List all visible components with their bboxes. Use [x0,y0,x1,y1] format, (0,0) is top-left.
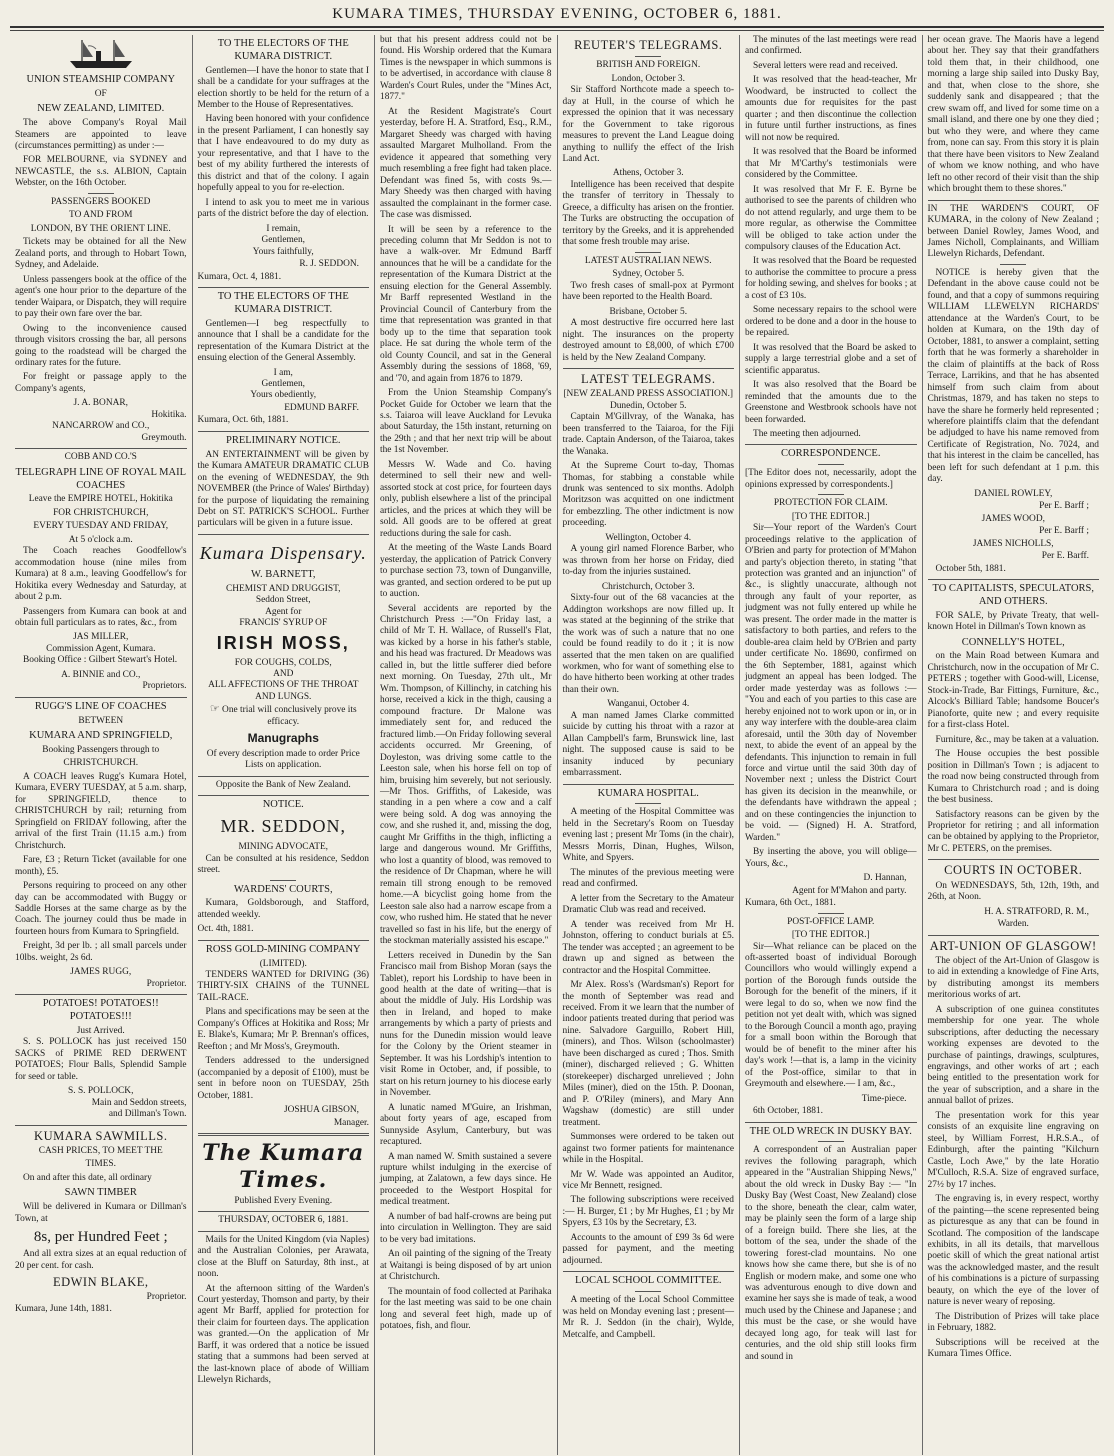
wardens-date: Oct. 4th, 1881. [197,924,254,935]
to-editor: [TO THE EDITOR.] [791,511,870,522]
elec1-sig: R. J. SEDDON. [299,259,359,270]
protection-title: PROTECTION FOR CLAIM. [773,498,888,509]
sawmills-price: 8s, per Hundred Feet ; [33,1228,168,1245]
prelim-text: AN ENTERTAINMENT will be given by the Kumara AMATEUR DRAMATIC CLUB on the evening of WEDNESDAY, the 9th NOVEMBER (the Prince of Wales' Birthday) for the purpose of liquidating the remaining Debt on ST. PATRICK'S SCHOOL. Further particulars will be given in a future issue. [197,449,369,529]
news-paragraph: The mountain of food collected at Parihaka for the last meeting was said to be one chain long and several feet high, made up of potatoes, fish, and flour. [380,1286,552,1332]
letter-text: By inserting the above, you will oblige—Yours, &c., [745,847,917,869]
notice-sig: JAMES NICHOLLS, [972,538,1054,549]
rugg-sig-role: Proprietor. [146,978,187,989]
masthead: KUMARA TIMES, THURSDAY EVENING, OCTOBER 6, 1881. [10,6,1104,28]
irish-moss: IRISH MOSS, [216,632,350,653]
australian-news-head: LATEST AUSTRALIAN NEWS. [584,255,712,266]
courts-title: COURTS IN OCTOBER. [944,863,1083,878]
school-text: Several letters were read and received. [753,60,898,71]
warden-court-text: At the afternoon sitting of the Warden's Court yesterday, Thomson and party, by their agent Mr Barff, applied for protection for their claim for fourteen days. The application was granted.—On the application of Mr Barff, it was ordered that a notice be issued stating that a summons had been served at the last-known place of abode of William Llewelyn Richards, [197,1283,369,1386]
reuters-title: REUTER'S TELEGRAMS. [574,38,723,52]
masthead-rule [10,30,1104,31]
art-union-text: The engraving is, in every respect, worthy of the painting—the scene represented being as picturesque as any that can be found in Scotland. The composition of the landscape exhibits, in all its details, that marvellous poetic skill of which the great national artist was the acknowledged master, and the result of his combinations is a picture of surpassing beauty, on which the eye of the lover of nature is never weary of reposing. [927,1194,1099,1308]
hospital-title: KUMARA HOSPITAL. [597,787,699,799]
ross-title: ROSS GOLD-MINING COMPANY [205,943,361,955]
news-paragraph: A man named W. Smith sustained a severe rupture whilst indulging in the exercise of jumping, at Zalatown, a few days since. He proceeded to the Westport Hospital for medical treatment. [380,1151,552,1208]
cobb-days: EVERY TUESDAY AND FRIDAY, [33,521,169,532]
art-union-text: A subscription of one guinea constitutes membership for one year. The whole subscriptions, after deducting the necessary working expenses are devoted to the purchase of paintings, drawings, sculptures, engravings, and other works of art ; each being entitled to the presentation work for the year of subscription, and a share in the annual ballot of prizes. [927,1004,1099,1107]
column-2 [193,35,376,1455]
elec1-remain: I remain, [266,223,301,234]
passengers-line: LONDON, BY THE ORIENT LINE. [30,223,171,234]
courts-text: On WEDNESDAYS, 5th, 12th, 19th, and 26th, at Noon. [927,880,1099,903]
art-union-title: ART-UNION OF GLASGOW! [929,938,1097,953]
potatoes-sig: S. S. POLLOCK, [68,1086,134,1097]
potatoes-addr: and Dillman's Town. [108,1109,187,1120]
column-6 [923,35,1105,1455]
cobb-office: Booking Office : Gilbert Stewart's Hotel. [23,655,178,666]
dispensary-title: Kumara Dispensary. [199,542,367,563]
sawmills-sub: CASH PRICES, TO MEET THE [38,1145,163,1156]
union-of: OF [94,88,107,99]
elec2-iam: I am, [273,367,293,378]
divider [928,579,1100,580]
cobb-props: A. BINNIE and CO., [61,669,141,680]
sawmills-text: On and after this date, all ordinary [23,1172,152,1183]
rugg-between: BETWEEN [78,715,124,726]
seddon-role: MINING ADVOCATE, [238,842,329,853]
ross-text: TENDERS WANTED for DRIVING (36) THIRTY-SIX CHAINS of the TUNNEL TAIL-RACE. [197,969,369,1003]
divider [198,1211,370,1212]
dateline: Wanganui, October 4. [607,699,690,710]
courts-sig: H. A. STRATFORD, R. M., [984,906,1089,917]
dispensary-trial: One trial will conclusively prove its efficacy. [222,705,357,727]
letter-sig-role: Agent for M'Mahon and party. [792,885,907,896]
divider [818,913,844,914]
sawmills-sub: TIMES. [85,1159,116,1170]
cobb-for: FOR CHRISTCHURCH, [53,507,149,518]
cobb-text: The Coach reaches Goodfellow's accommodation house (nine miles from Kumara) at 8 a.m., leaving Goodfellow's for Hokitika every Wednesday and Saturday, at about 2 p.m. [15,546,187,603]
cobb-agent: JAS MILLER, [73,632,129,643]
elec2-date: Kumara, Oct. 6th, 1881. [197,415,289,426]
telegram-text: A man named James Clarke committed suicide by cutting his throat with a razor at Allan Campbell's farm, Brunswick line, last night. The supposed cause is said to be insanity induced by pecuniary embarrassment. [562,710,734,779]
telegram-text: Two fresh cases of small-pox at Pyrmont have been reported to the Health Board. [562,280,734,303]
news-paragraph: but that his present address could not be found. His Worship ordered that the Kumara Times is the newspaper in which summons is to be advertised, in accordance with clause 8 Warden's Court Rules, under the "Mines Act, 1877." [380,35,552,103]
tickets-text: For freight or passage apply to the Company's agents, [15,372,187,394]
press-association: [NEW ZEALAND PRESS ASSOCIATION.] [563,389,734,400]
notice-sig-per: Per E. Barff. [1041,551,1089,562]
news-paragraph: Messrs W. Wade and Co. having determined to sell their new and well-assorted stock at cost price, for fourteen days only, publish elsewhere a list of the principal articles, and the prices at which they will be sold. All goods are to be offered at great reductions during the sale for cash. [380,459,552,539]
news-paragraph: An oil painting of the signing of the Treaty at Waitangi is being disposed of by art union at Christchurch. [380,1249,552,1283]
divider [15,697,187,698]
divider [563,368,735,369]
notice-sig-per: Per E. Barff ; [1039,501,1089,512]
telegram-text: Intelligence has been received that despite the transfer of territory in Thessaly to Greece, a difficulty has arisen on the frontier. The Turks are obstructing the occupation of territory by the Greeks, and it is apprehended that some fresh trouble may arise. [562,179,734,248]
dispensary-all: ALL AFFECTIONS OF THE THROAT AND LUNGS. [208,680,359,702]
wreck-text: her ocean grave. The Maoris have a legend about her. They say that their grandfathers told them that, in their childhood, one morning a large ship sailed into Dusky Bay, and that, when close to the shore, she suddenly sank and disappeared ; that the crew swam off, and lived for some time on a small island, and there one by one they died ; but who they were, and where they came from, none can say. From this story it is plain that there have been visitors to New Zealand of whom we know nothing, and who have left no other record of their visit than the ship which brought them to these shores." [927,35,1099,195]
elec1-text: I intend to ask you to meet me in various parts of the district before the day of election. [197,197,369,220]
cobb-props-role: Proprietors. [142,681,187,692]
tickets-text: Unless passengers book at the office of the agent's one hour prior to the departure of the tender Waipara, or Dispatch, they will require to pay their own fare over the bar. [15,274,187,320]
elec1-yours: Yours faithfully, [252,246,314,257]
cobb-head: COBB AND CO.'S [64,452,137,463]
hospital-text: Accounts to the amount of £99 3s 6d were passed for payment, and the meeting adjourned. [562,1232,734,1266]
wreck-title: THE OLD WRECK IN DUSKY BAY. [749,1125,912,1137]
hospital-text: Mr Alex. Ross's (Wardsman's) Report for the month of September was read and received. From it we learn that the number of indoor patients treated during that period was nine. Salvadore Garguillo, Robert Hill, (miners), and Thos. Wilson (schoolmaster) have been discharged as cured ; Thos. Smith (miner), discharged relieved ; G. Whitten (storekeeper) discharged unrelieved ; John Miles (miner), died on the 15th. P. Doonan, and P. O'Riley (miners), and Mary Ann Wagshaw (domestic) are still under treatment. [562,980,734,1128]
news-paragraph: Several accidents are reported by the Christchurch Press :—"On Friday last, a child of Mr T. H. Wallace, of Russell's Flat, was kicked by a horse in his father's stable, and his head was fractured. Dr Meadows was called in, but the little sufferer died before next morning. On Tuesday, 27th ult., Mr Wm. Thompson, of Killinchy, in catching his horse, received a kick in the thigh, causing a compound fracture. Dr Malone was immediately sent for, and reduced the fractured limb.—On Friday following several accidents occurred. Mr Greening, of Doyleston, was driving some cattle to the Leeston sale, when his horse fell on top of him, bruising him severely, but not seriously.—Mr Thos. Griffiths, of Lakeside, was standing in a pen where a cow and a calf were being sold. A dog was annoying the cow, and she rushed it, and, missing the dog, caught Mr Griffiths in the thigh, inflicting a large and dangerous wound. Mr Griffiths, who lost a quantity of blood, was removed to the residence of Dr Chapman, where he will remain till strong enough to be removed home.—A bicyclist going home from the Leeston sale also had a narrow escape from a cow, who rushed him. He stated that he never travelled so fast in his life, but the energy of the stockman materially assisted his escape." [380,603,552,947]
letter-sig: D. Hannan, [863,873,907,884]
school-text: The meeting then adjourned. [753,429,861,439]
dispensary-opposite: Opposite the Bank of New Zealand. [215,779,351,790]
letter-text: Sir—What reliance can be placed on the oft-asserted boast of individual Borough Councillors who would willingly expend a portion of the Borough funds outside the Borough for the benefit of the miners, if it were legal to do so, when we now find the petition not yet dealt with, which was signed to the Borough Council a month ago, praying for a small boon within the Borough that would be of benefit to the miner after his day's work !—that is, a lamp in the vicinity of the Post-office, similar to that in Greymouth and elsewhere.— I am, &c., [745,941,917,1090]
telegram-text: Captain M'Gillvray, of the Wanaka, has been transferred to the Taiaroa, for the Fiji trade. Captain Anderson, of the Taiaroa, takes the Wanaka. [562,412,734,457]
rugg-title: RUGG'S LINE OF COACHES [34,700,167,712]
divider [198,940,370,941]
divider [198,1133,370,1136]
rugg-route: KUMARA AND SPRINGFIELD, [29,730,173,742]
ross-text: Tenders addressed to the undersigned (accompanied by a deposit of £100), must be sent in before noon on TUESDAY, 25th October, 1881. [197,1056,369,1101]
school-text: A meeting of the Local School Committee was held on Monday evening last ; present—Mr R. J. Seddon (in the chair), Wylde, Metcalfe, and Campbell. [562,1295,734,1340]
news-paragraph: A lunatic named M'Guire, an Irishman, about forty years of age, escaped from Sunnyside Asylum, Canterbury, but was recaptured. [380,1102,552,1148]
divider [635,252,661,253]
rugg-dest: CHRISTCHURCH. [63,758,139,769]
news-paragraph: A number of bad half-crowns are being put into circulation in Wellington. They are said to be very bad imitations. [380,1211,552,1245]
dispensary-role: CHEMIST AND DRUGGIST, [225,583,341,594]
hotel-name: CONNELLY'S HOTEL, [961,636,1065,648]
hospital-text: A tender was received from Mr H. Johnston, offering to conduct burials at £5. The tender was accepted ; an agreement to be drawn up and signed as between the contractor and the Hospital Committee. [562,919,734,976]
cobb-text: Passengers from Kumara can book at and obtain full particulars as to rates, &c., from [15,606,187,628]
art-union-text: The presentation work for this year consists of an exquisite line engraving on steel, by William Forrest, H.R.S.A., of Edinburgh, after the painting "Kilchurn Castle, Loch Awe," by the late Horatio M'Culloch, R.S.A. Size of engraved surface, 27½ by 17 inches. [927,1110,1099,1190]
dispensary-street: Seddon Street, [255,595,311,606]
elec2-yours: Yours obediently, [250,390,317,401]
divider [745,1122,917,1123]
school-title: LOCAL SCHOOL COMMITTEE. [574,1275,722,1287]
art-union-text: Subscriptions will be received at the Kumara Times Office. [927,1337,1099,1360]
divider [1000,264,1026,265]
union-sub: NEW ZEALAND, LIMITED. [37,103,165,115]
paper-published: Published Every Evening. [234,1195,333,1206]
seddon-name: MR. SEDDON, [220,816,346,837]
telegram-text: A young girl named Florence Barber, who was thrown from her horse on Friday, died to-day from the injuries sustained. [562,544,734,578]
potatoes-text: S. S. POLLOCK has just received 150 SACKS of PRIME RED DERWENT POTATOES; Flour Balls, Splendid Sample for seed or table. [15,1037,187,1082]
dispensary-agent: Agent for [265,606,302,617]
dispensary-for: FOR COUGHS, COLDS, [234,657,332,668]
mails-text: Mails for the United Kingdom (via Naples) and the Australian Colonies, per Arawata, close at the Bluff on Saturday, 8th inst., at noon. [197,1234,369,1280]
hospital-text: A letter from the Secretary to the Amateur Dramatic Club was read and received. [562,893,734,916]
elec2-text: Gentlemen—I beg respectfully to announce that I shall be a candidate for the representation of the Kumara District at the ensuing election of the General Assembly. [197,318,369,364]
capitalists-text: Furniture, &c., may be taken at a valuation. [935,734,1099,745]
news-paragraph: At the meeting of the Waste Lands Board yesterday, the application of Patrick Convery to purchase section 73, town of Dunganville, was granted, and section ordered to be put up to auction. [380,543,552,600]
elec1-gent: Gentlemen, [261,235,305,246]
elec1-text: Gentlemen—I have the honor to state that I shall be a candidate for your suffrages at the election shortly to be held for the return of a Member to the House of Representatives. [197,65,369,110]
sawmills-sig-role: Proprietor. [146,1292,187,1303]
wardens-text: Kumara, Goldsborough, and Stafford, attended weekly. [197,898,369,920]
school-text: It was resolved that the Board be requested to authorise the committee to procure a press for holding sewing, and shelves for books ; at a cost of £3 10s. [745,256,917,301]
divider [270,880,296,881]
hospital-text: The minutes of the previous meeting were read and confirmed. [562,867,734,890]
column-5 [740,35,923,1455]
cobb-leave: Leave the EMPIRE HOTEL, Hokitika [28,494,173,505]
rugg-booking: Booking Passengers through to [42,744,160,755]
art-union-text: The object of the Art-Union of Glasgow is to aid in extending a knowledge of Fine Arts, by distributing amongst its members meritorious works of art. [927,955,1099,1001]
divider [563,1271,735,1272]
dispensary-trial-line [198,703,370,728]
column-1 [10,35,193,1455]
warden-court-notice: IN THE WARDEN'S COURT, OF KUMARA, in the colony of New Zealand ; between Daniel Rowley, James Wood, and James Nicholl, Complainants, and William Llewelyn Richards, Defendant. [927,203,1099,260]
seddon-text: Can be consulted at his residence, Seddon street. [197,853,369,876]
column-3 [375,35,558,1455]
elec1-title: TO THE ELECTORS OF THE KUMARA DISTRICT. [217,38,349,62]
divider [928,935,1100,936]
notice-title: NOTICE. [262,799,304,811]
paper-date: THURSDAY, OCTOBER 6, 1881. [218,1215,349,1226]
capitalists-text: on the Main Road between Kumara and Christchurch, now in the occupation of Mr C. PETERS ; together with Good-will, License, Stock-in-Trade, Bar Fittings, Furniture, &c., Alcock's Billiard Table; handsome Boucer's Pianoforte, quite new ; and every requisite for a first-class Hotel. [927,651,1099,731]
potatoes-head: POTATOES! POTATOES!! POTATOES!!! [42,998,159,1023]
sawmills-title: KUMARA SAWMILLS. [34,1128,168,1143]
dateline: Dunedin, October 5. [609,400,687,411]
lamp-title: POST-OFFICE LAMP. [787,916,875,927]
paper-title: The Kumara Times. [202,1140,365,1193]
rugg-text: Persons requiring to proceed on any other day can be accommodated with Buggy or Saddle Horses at the same charge as by the Coach. The journey could thus be made in fourteen hours from Kumara to Springfield. [15,881,187,937]
tickets-text: Tickets may be obtained for all the New Zealand ports, and through to Hobart Town, Sydney, and Adelaide. [15,237,187,271]
capitalists-text: FOR SALE, by Private Treaty, that well-known Hotel in Dillman's Town known as [927,610,1099,633]
ross-text: Plans and specifications may be seen at the Company's Offices at Hokitika and Ross; Mr E. Blake's, Kumara; Mr P. Brennan's offices, Reefton ; and Mr Moss's, Greymouth. [197,1007,369,1052]
elec2-sig: EDMUND BARFF. [284,402,359,413]
divider [818,494,844,495]
dateline: Athens, October 3. [612,168,684,179]
hospital-text: The following subscriptions were received :— H. Burger, £1 ; by Mr Hughes, £1 ; by Mr Spyers, £3 10s by the Secretary, £3. [562,1195,734,1229]
rugg-text: Fare, £3 ; Return Ticket (available for one month), £5. [15,855,187,877]
telegram-text: Sir Stafford Northcote made a speech to-day at Hull, in the course of which he expressed the opinion that it was necessary for the Government to take rigorous measures to prevent the Land League doing anything to nullify the effect of the Irish Land Act. [562,85,734,164]
letter-date: Kumara, 6th Oct., 1881. [745,898,836,909]
cobb-title: TELEGRAPH LINE OF ROYAL MAIL COACHES [15,466,187,491]
potatoes-just: Just Arrived. [76,1025,125,1036]
union-title: UNION STEAMSHIP COMPANY [26,74,176,85]
agent-name: J. A. BONAR, [73,398,128,409]
elec2-gent: Gentlemen, [261,378,305,389]
hospital-text: A meeting of the Hospital Committee was held in the Secretary's Room on Tuesday evening last ; present Mr Toms (in the chair), Messrs Morris, Dinan, Hughes, Wilson, White, and Spyers. [562,807,734,864]
warden-court-notice: NOTICE is hereby given that the Defendant in the above cause could not be found, and that a copy of summons requiring WILLIAM LLEWELYN RICHARDS' attendance at the Warden's Court, to be holden at Kumara, on the 19th day of October, 1881, to answer a complaint, setting forth that he was formerly a shareholder in the claim of plaintiffs at the back of Ross Terrace, Larrikins, and that he has absented himself from such claim from about Christmas, 1879, and has taken no steps to have the share he formerly held represented ; wherefore plaintiffs claim that the defendant be adjudged to have his name removed from Certificate of Registration, No. 7024, and that his interest in the claim be cancelled, has been left for such defendant at 1 p.m. this day. [927,267,1099,485]
telegram-text: A most destructive fire occurred here last night. The insurances on the property destroyed amount to £8,000, of which £700 is held by the New Zealand Company. [562,318,734,363]
divider [198,776,370,777]
elec1-date: Kumara, Oct. 4, 1881. [197,271,282,282]
dispensary-and: AND [273,668,294,679]
british-foreign-head: BRITISH AND FOREIGN. [596,60,701,71]
letter-date: 6th October, 1881. [753,1106,823,1117]
school-text: Some necessary repairs to the school were ordered to be done and a door in the house to be repaired. [745,305,917,339]
editor-note: [The Editor does not, necessarily, adopt the opinions expressed by correspondents.] [745,468,917,490]
rugg-sig: JAMES RUGG, [70,967,132,978]
manugraphs: Manugraphs [247,731,319,746]
notice-sig: DANIEL ROWLEY, [974,488,1053,499]
notice-date: October 5th, 1881. [935,563,1006,574]
divider [745,444,917,445]
potatoes-addr: Main and Seddon streets, [91,1097,187,1108]
ross-sig: JOSHUA GIBSON, [283,1105,359,1116]
tickets-text: Owing to the inconvenience caused through visitors crossing the bar, all persons going to the roadstead will be charged the ordinary rates for the future. [15,323,187,368]
cobb-time: At 5 o'clock a.m. [68,534,133,545]
letter-sig: Time-piece. [861,1093,907,1104]
dateline: Brisbane, October 5. [609,306,688,317]
correspondence-title: CORRESPONDENCE. [781,448,881,460]
rugg-text: A COACH leaves Rugg's Kumara Hotel, Kumara, EVERY TUESDAY, at 5 a.m. sharp, for SPRINGFIELD, thence to CHRISTCHURCH by rail; returning from Springfield on FRIDAY following, after the arrival of the first Train (11.15 a.m.) from Christchurch. [15,771,187,851]
dateline: Christchurch, October 3. [601,581,695,592]
steamship-icon [66,37,136,71]
elec1-text: Having been honored with your confidence in the present Parliament, I can honestly say that I have endeavoured to do my duty as your representative, and that I have to the best of my ability furthered the interests of this district and that of the colony. I again hopefully appeal to you for re-election. [197,114,369,194]
school-text: It was also resolved that the Board be reminded that the amounts due to the Greenstone and Westbrook schools have not been forwarded. [745,380,917,425]
divider [563,784,735,785]
sawmills-date: Kumara, June 14th, 1881. [15,1303,112,1314]
dateline: Wellington, October 4. [605,532,692,543]
to-editor: [TO THE EDITOR.] [791,930,870,941]
news-paragraph: At the Resident Magistrate's Court yesterday, before H. A. Stratford, Esq., R.M., Margaret Sheedy was charged with having assaulted Margaret Mulholland. From the evidence it appeared that something very much resembling a free fight had taken place. Defendant was fined 5s, with costs 9s.—Mary Sheedy was then charged with having assaulted the complainant in the former case. The case was dismissed. [380,106,552,221]
pointing-hand-icon: ☞ [209,703,220,716]
divider [818,464,844,465]
dateline: London, October 3. [611,73,685,84]
agent-name: NANCARROW and CO., [52,421,150,432]
divider [635,1291,661,1292]
rugg-text: Freight, 3d per lb. ; all small parcels under 10lbs. weight, 2s 6d. [15,941,187,963]
news-paragraph: It will be seen by a reference to the preceding column that Mr Seddon is not to have a walk-over. Mr Edmund Barff announces that he will be a candidate for the representation of the Kumara District at the ensuing election for the General Assembly. Mr Barff represented Westland in the Provincial Council of Canterbury from the time that representation was granted in that body up to the time that separation took place. He sat during the whole term of the old County Council, and sat in the General Assembly during the sessions of 1868, '69, and '70, and again from 1876 to 1879. [380,224,552,384]
wardens-title: WARDENS' COURTS, [233,883,333,895]
union-text: FOR MELBOURNE, via SYDNEY and NEWCASTLE, the s.s. ALBION, Captain Webster, on the 16th October. [15,155,187,189]
letter-text: Sir—Your report of the Warden's Court proceedings relative to the application of O'Brien and party for protection of M'Mahon and party's objection thereto, in stating "that protection was granted and an injunction" of &c., is slightly unaccurate, although not through any fault of your reporter, as judgment was not fully entered up while he was present. The order made in the matter is satisfactory to both parties, and refers to the double-area claim held by O'Brien and party under certificate No. 18690, confirmed on the 6th September, 1881, against which judgment an appeal has been lodged. The order made yesterday was as follows :— "You and each of you parties to this case are hereby enjoined not to work upon or in, or in any way interfere with the double-area claim aforesaid, until the 30th day of November next, to abide the event of an appeal by the defendants. This injunction to remain in full force and virtue until the said 30th day of November next ; unless the District Court has given its decision in the meanwhile, or the defendants have withdrawn the appeal ; and on these contingencies the injunction to be void. — (Signed) H. A. Stratford, Warden." [745,523,917,843]
notice-sig: JAMES WOOD, [981,513,1045,524]
courts-role: Warden. [997,919,1029,930]
column-4 [558,35,741,1455]
dispensary-every: Of every description made to order Price Lists on application. [206,748,360,771]
capitalists-text: Satisfactory reasons can be given by the Proprietor for retiring ; and all information can be obtained by applying to the Proprietor, Mr C. PETERS, on the premises. [927,809,1099,854]
school-text: It was resolved that the Board be informed that Mr M'Carthy's testimonials were considered by the Committee. [745,147,917,181]
divider [15,994,187,995]
divider [635,56,661,57]
divider [15,448,187,449]
ross-ltd: (LIMITED). [259,958,307,969]
sawmills-text: Will be delivered in Kumara or Dillman's Town, at [15,1202,187,1224]
news-paragraph: From the Union Steamship Company's Pocket Guide for October we learn that the s.s. Taiaroa will leave Auckland for Levuka about Saturday, the 15th instant, returning on the 29th ; and that her next trip will be about the 1st November. [380,388,552,456]
capitalists-title: TO CAPITALISTS, SPECULATORS, AND OTHERS. [932,583,1095,607]
dispensary-syrup: FRANCIS' SYRUP OF [239,618,328,629]
passengers-to: TO AND FROM [69,210,133,221]
news-paragraph: Letters received in Dunedin by the San Francisco mail from Bishop Moran (says the Tablet), report his Lordship to have been in good health at the date of writing—that is about the middle of July. His Lordship was then in Ireland, and hoped to make arrangements by which a party of priests and nuns for the Dunedin mission would leave for the Colony by the Orient steamer in September. It was his Lordship's intention to visit Rome in October, and, if possible, to start on his return journey to his diocese early in November. [380,950,552,1099]
hospital-text: Mr W. Wade was appointed an Auditor, vice Mr Bennett, resigned. [562,1169,734,1192]
agent-place: Hokitika. [151,409,187,420]
agent-place: Greymouth. [141,432,187,443]
telegram-text: Sixty-four out of the 68 vacancies at the Addington workshops are now filled up. It was stated at the beginning of the strike that the work was of such a nature that no one could be found readily to do it ; it is now asserted that the men taken on are qualified workmen, who for want of something else to do have hitherto been working at other trades than their own. [562,593,734,695]
divider [198,534,370,535]
school-text: It was resolved that the Board be asked to supply a large terrestrial globe and a set of scientific apparatus. [745,342,917,376]
divider [198,287,370,288]
divider [15,1125,187,1126]
sawmills-sig: EDWIN BLAKE, [52,1275,149,1290]
school-text: The minutes of the last meetings were read and confirmed. [745,35,917,57]
elec2-title: TO THE ELECTORS OF THE KUMARA DISTRICT. [217,291,349,315]
school-text: It was resolved that Mr F. E. Byrne be authorised to see the parents of children who do not attend regularly, and urge them to be more regular, as otherwise the Committee will be obliged to take action under the compulsory clauses of the Education Act. [745,184,917,252]
school-text: It was resolved that the head-teacher, Mr Woodward, be instructed to collect the amounts due for requisites for the past quarter ; and then discontinue the collection in future until further instructions, as fines will not now be required. [745,75,917,143]
sawmills-text: And all extra sizes at an equal reduction of 20 per cent. for cash. [15,1249,187,1271]
capitalists-text: The House occupies the best possible position in Dillman's Town ; is adjacent to the road now being constructed through from Kumara to Christchurch road ; and is doing the best business. [927,749,1099,806]
notice-sig-per: Per E. Barff ; [1039,526,1089,537]
dateline: Sydney, October 5. [612,269,685,280]
telegram-text: At the Supreme Court to-day, Thomas Thomas, for stabbing a constable while drunk was sentenced to six months. Adolph Moritzson was acquitted on one indictment for embezzling. The other indictment is now proceeding. [562,461,734,529]
divider [198,1231,370,1232]
divider [635,803,661,804]
latest-telegrams-title: LATEST TELEGRAMS. [581,371,716,386]
divider [198,431,370,432]
divider [88,193,114,194]
sawmills-timber: SAWN TIMBER [64,1187,137,1199]
cobb-agent-role: Commission Agent, Kumara. [46,643,156,654]
ross-role: Manager. [333,1117,369,1128]
union-text: The above Company's Royal Mail Steamers are appointed to leave (circumstances permitting) as under :— [15,118,187,151]
divider [198,795,370,796]
hospital-text: Summonses were ordered to be taken out against two former patients for maintenance while in the Hospital. [562,1132,734,1166]
prelim-title: PRELIMINARY NOTICE. [225,434,341,446]
columns [10,35,1104,1455]
divider [928,200,1100,201]
divider [928,859,1100,860]
art-union-text: The Distribution of Prizes will take place in February, 1882. [927,1311,1099,1334]
dispensary-name: W. BARNETT, [251,568,316,580]
wreck-text: A correspondent of an Australian paper revives the following paragraph, which appeared in the "Australian Shipping News," about the old wreck in Dusky Bay :— "In Dusky Bay (West Coast, New Zealand) close to the shore, beneath the clear, calm water, may be plainly seen the form of a large ship of a foreign build. There she lies, at the bottom of the sea, under the shade of the towering forest-clad mountains. No one knows how she came there, but she is of no English or modern make, and some one who was adventurous enough to dive down and examine her says she is made of teak, a wood much used by the Chinese and Japanese ; and this must be the case, or she would have decayed long ago, for teak will last for centuries, and the old ship still looks firm and sound in [745,1145,917,1362]
divider [818,1141,844,1142]
passengers-head: PASSENGERS BOOKED [51,196,151,207]
